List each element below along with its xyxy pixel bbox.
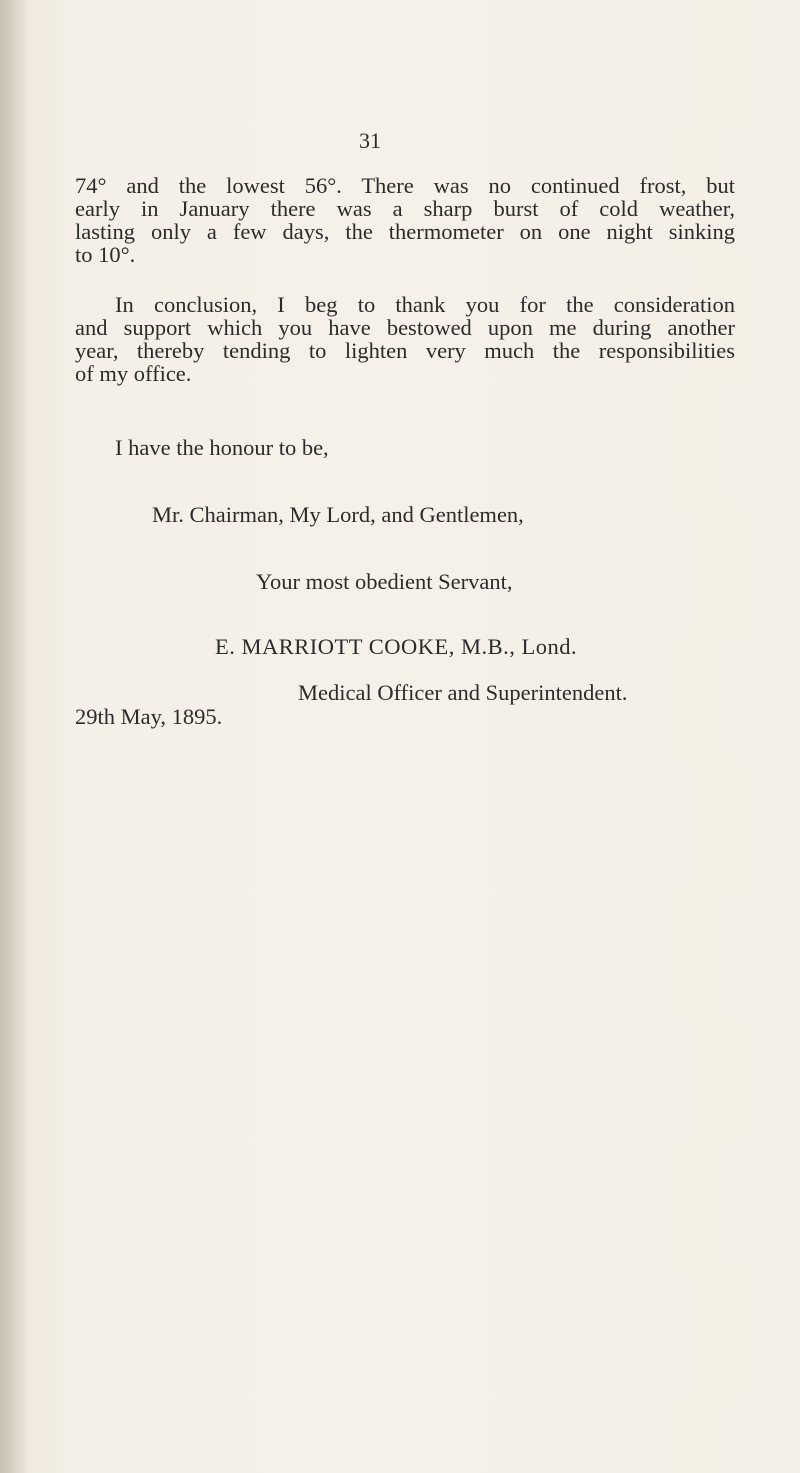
closing-salutation: Mr. Chairman, My Lord, and Gentlemen, — [152, 502, 524, 527]
paragraph-line: and support which you have bestowed upon me during another — [75, 315, 735, 340]
paragraph-line: 74° and the lowest 56°. There was no continued frost, but — [75, 173, 735, 198]
signature-title: Medical Officer and Superintendent. — [298, 680, 628, 705]
paragraph-line: In conclusion, I beg to thank you for the consideration — [115, 292, 735, 317]
paragraph-line: year, thereby tending to lighten very much the responsibilities — [75, 338, 735, 363]
paragraph-conclusion — [75, 293, 735, 385]
paragraph-line: lasting only a few days, the thermometer on one night sinking — [75, 219, 735, 244]
paragraph-line: of my office. — [75, 361, 192, 386]
paragraph-line: to 10°. — [75, 242, 136, 267]
binding-shadow — [0, 0, 28, 1473]
closing-honour: I have the honour to be, — [115, 435, 329, 460]
closing-servant: Your most obedient Servant, — [256, 569, 513, 594]
letter-date: 29th May, 1895. — [75, 704, 223, 729]
signature-name: E. MARRIOTT COOKE, M.B., Lond. — [215, 634, 578, 659]
paragraph-line: early in January there was a sharp burst of cold weather, — [75, 196, 735, 221]
page-number: 31 — [359, 128, 381, 153]
paragraph-weather — [75, 174, 735, 266]
